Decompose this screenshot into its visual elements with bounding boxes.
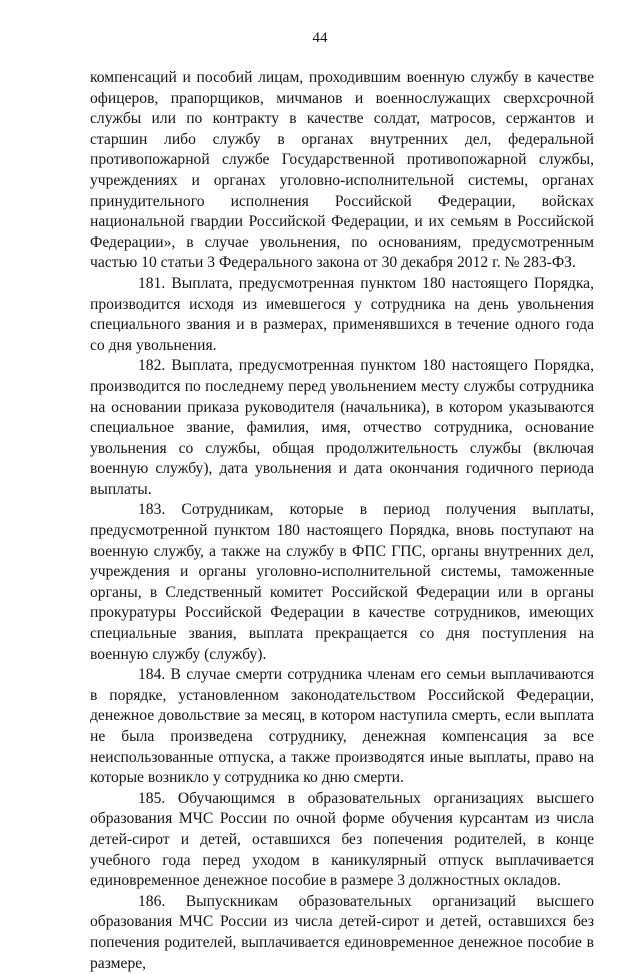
paragraph-185: 185. Обучающимся в образовательных организациях высшего образования МЧС России по очной форме обучения курсантам из числа детей-сирот и детей, оставшихся без попечения родителей, в конце учебного года перед уходом в каникулярный отпуск выплачивается единовременное денежное пособие в размере 3 должностных окладов. [90, 789, 594, 890]
paragraph-182: 182. Выплата, предусмотренная пунктом 180 настоящего Порядка, производится по последнему перед увольнением месту службы сотрудника на основании приказа руководителя (начальника), в котором указываются специальное звание, фамилия, имя, отчество сотрудника, основание увольнения со службы, общая продолжительность службы (включая военную службу), дата увольнения и дата окончания годичного периода выплаты. [90, 357, 594, 498]
paragraph-184: 184. В случае смерти сотрудника членам его семьи выплачиваются в порядке, установленном законодательством Российской Федерации, денежное довольствие за месяц, в котором наступила смерть, если выплата не была произведена сотруднику, денежная компенсация за все неиспользованные отпуска, а также производятся иные выплаты, право на которые возникло у сотрудника ко дню смерти. [90, 666, 594, 787]
page-number: 44 [312, 30, 328, 46]
paragraph-186: 186. Выпускникам образовательных организаций высшего образования МЧС России из числа детей-сирот и детей, оставшихся без попечения родителей, выплачивается единовременное денежное пособие в размере, [90, 892, 594, 972]
paragraph-181: 181. Выплата, предусмотренная пунктом 180 настоящего Порядка, производится исходя из имевшегося у сотрудника на день увольнения специального звания и в размерах, применявшихся в течение одного года со дня увольнения. [90, 274, 594, 354]
document-body [90, 68, 594, 974]
paragraph-183: 183. Сотрудникам, которые в период получения выплаты, предусмотренной пунктом 180 настоящего Порядка, вновь поступают на военную службу, а также на службу в ФПС ГПС, органы внутренних дел, учреждения и органы уголовно-исполнительной системы, таможенные органы, в Следственный комитет Российской Федерации или в органы прокуратуры Российской Федерации в качестве сотрудников, имеющих специальные звания, выплата прекращается со дня поступления на военную службу (службу). [90, 501, 594, 663]
paragraph-continuation: компенсаций и пособий лицам, проходившим военную службу в качестве офицеров, прапорщиков, мичманов и военнослужащих сверхсрочной службы или по контракту в качестве солдат, матросов, сержантов и старшин либо службу в органах внутренних дел, федеральной противопожарной службе Государственной противопожарной службы, учреждениях и органах уголовно-исполнительной системы, органах принудительного исполнения Российской Федерации, войсках национальной гвардии Российской Федерации, и их семьям в Российской Федерации», в случае увольнения, по основаниям, предусмотренным частью 10 статьи 3 Федерального закона от 30 декабря 2012 г. № 283-ФЗ. [90, 69, 594, 272]
